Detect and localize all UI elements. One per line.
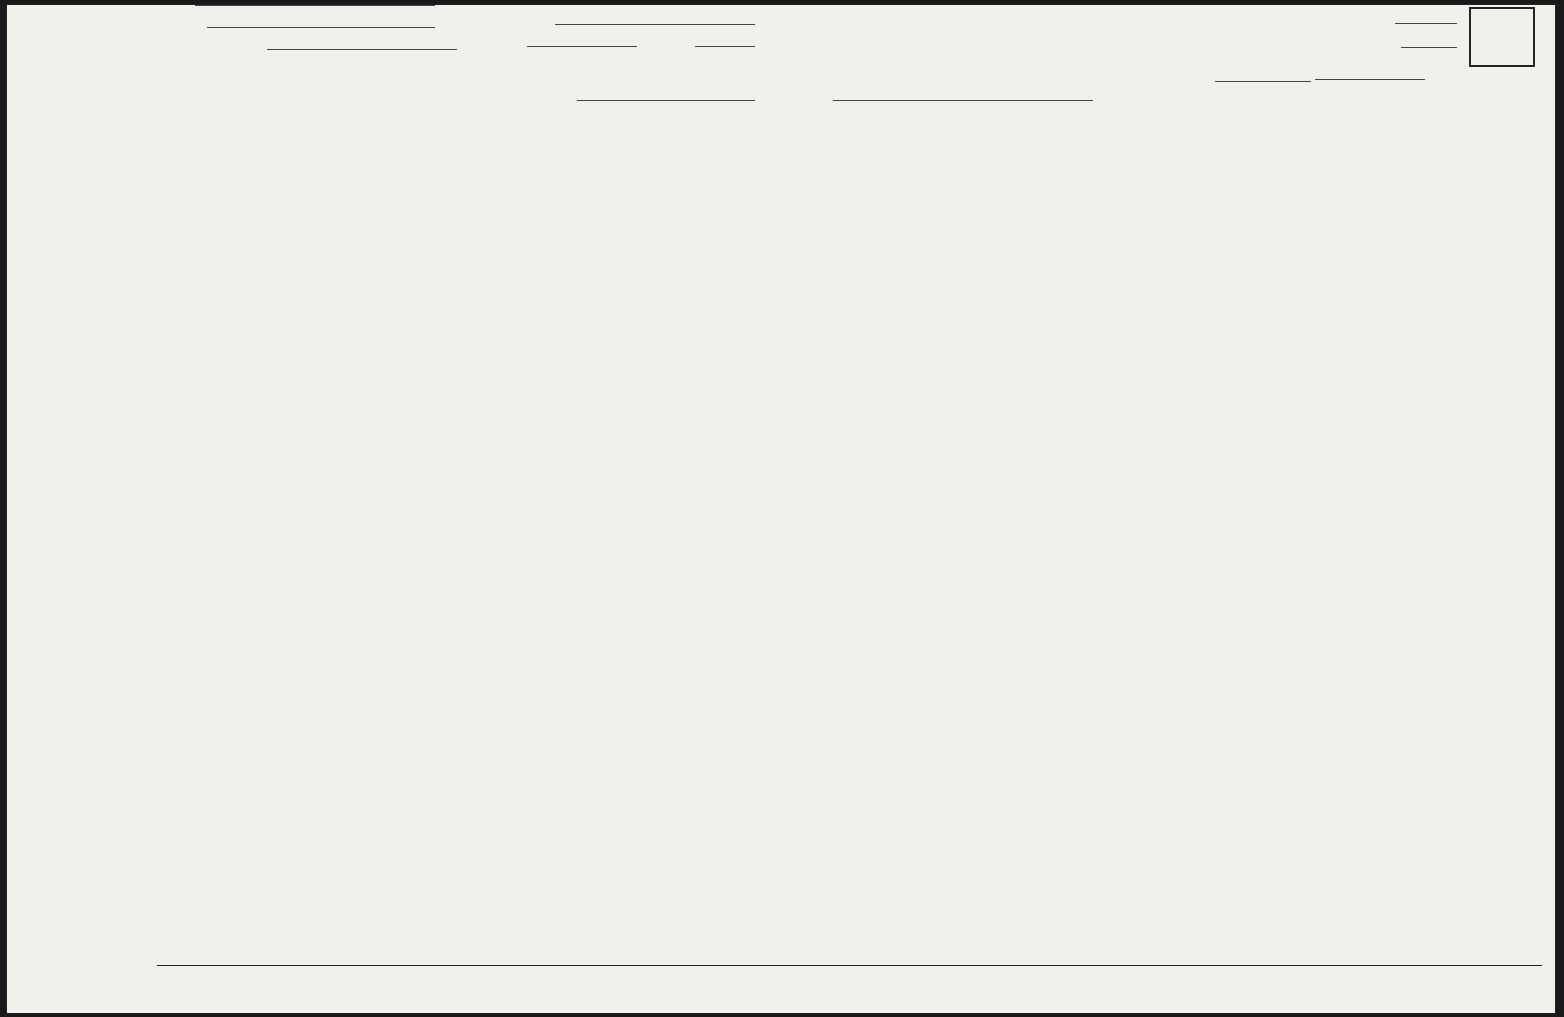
supervisor-value	[1401, 47, 1457, 48]
incorporated-line	[555, 23, 755, 25]
township-value	[267, 49, 457, 50]
state-value	[195, 5, 435, 6]
enum-district-value	[1395, 23, 1457, 24]
enumerator-name	[1315, 79, 1425, 80]
unincorporated-line	[577, 99, 755, 101]
institution-line	[833, 99, 1093, 101]
footer	[157, 965, 1542, 1012]
census-table	[167, 110, 1539, 965]
census-sheet	[6, 4, 1556, 1014]
sheet-number-box	[1469, 7, 1535, 67]
block-line	[695, 45, 755, 47]
ward-line	[527, 45, 637, 47]
enumerated-date	[1215, 81, 1311, 82]
county-value	[207, 27, 435, 28]
